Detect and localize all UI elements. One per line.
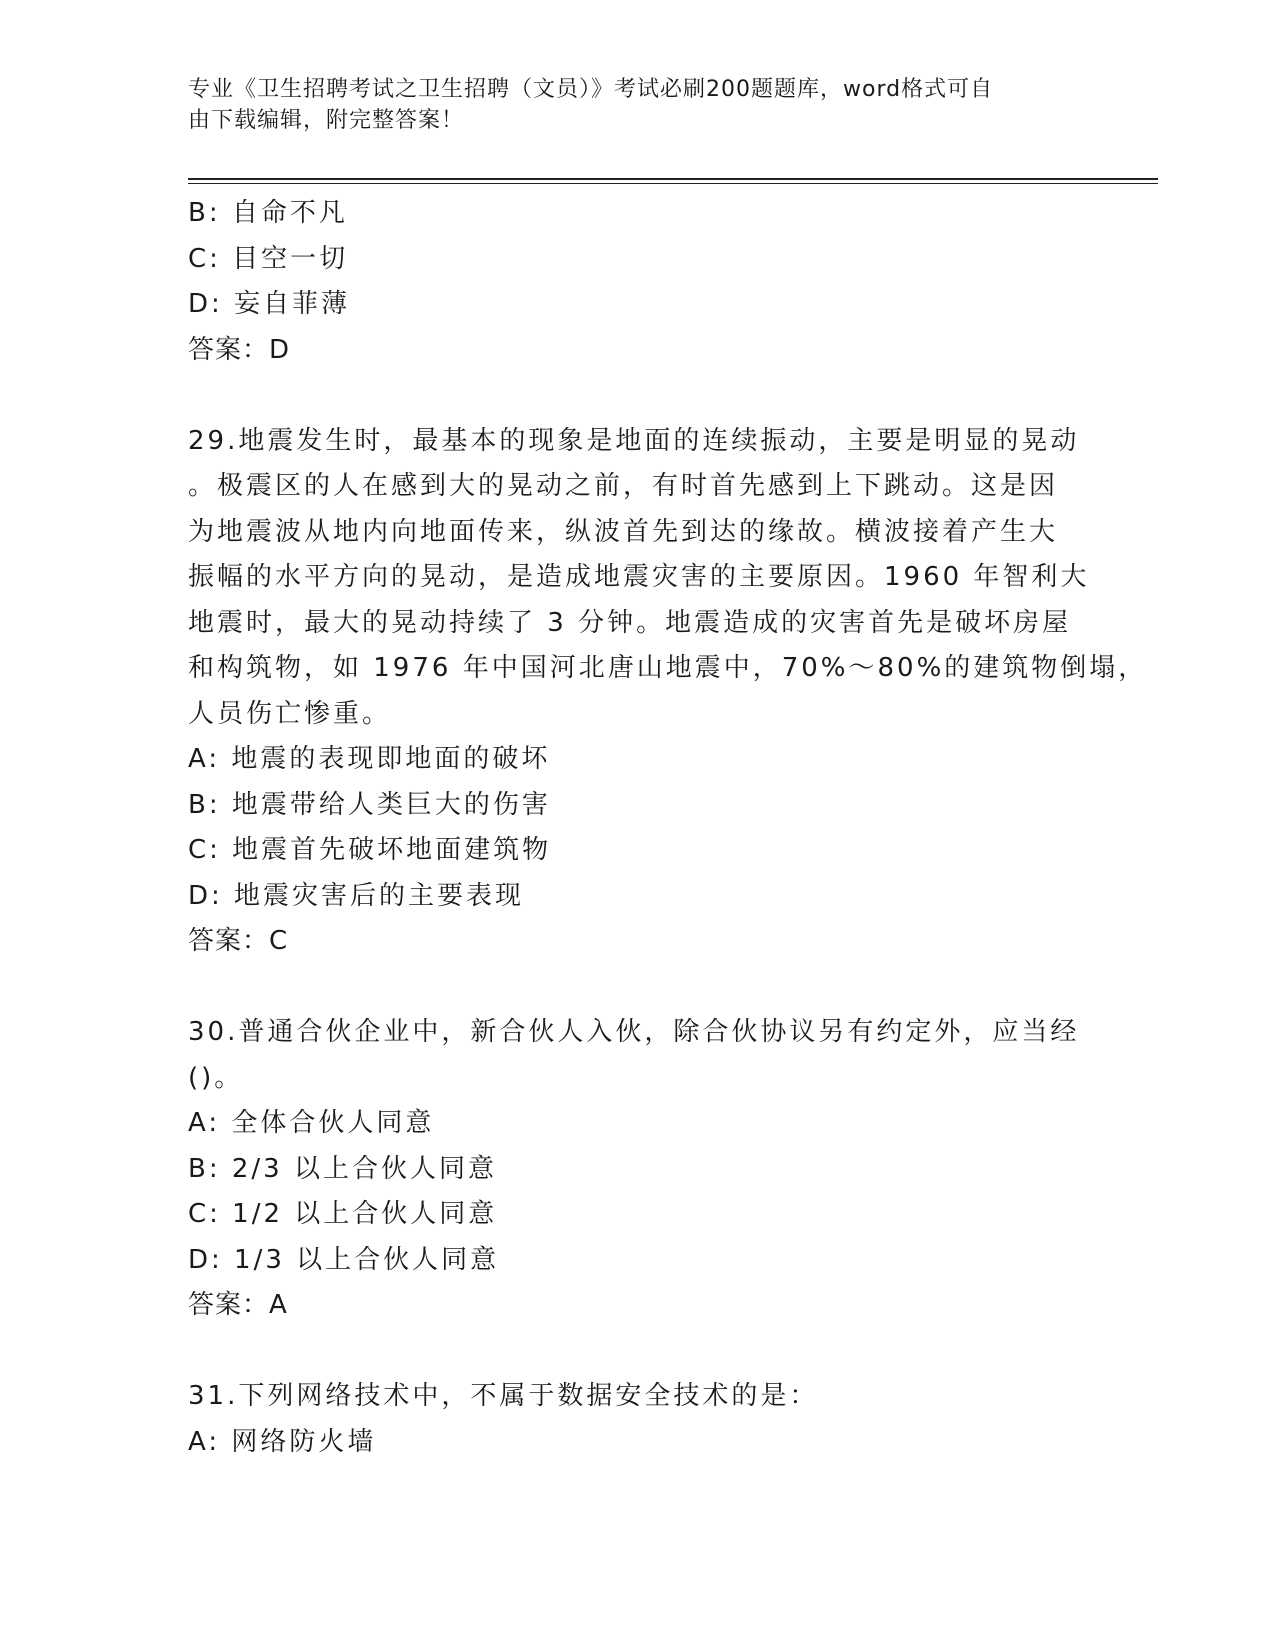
option-d: D: 地震灾害后的主要表现 <box>188 880 525 911</box>
spacer <box>188 373 1088 419</box>
answer-line: 答案：D <box>188 334 291 365</box>
option-a: A: 全体合伙人同意 <box>188 1108 435 1138</box>
option-b: B: 2/3 以上合伙人同意 <box>188 1153 497 1184</box>
option-d: D: 妄自菲薄 <box>188 289 351 319</box>
question-text-line: 人员伤亡惨重。 <box>188 698 392 729</box>
question-28 <box>188 191 1088 373</box>
option-a: A: 地震的表现即地面的破坏 <box>188 744 551 774</box>
option-a: A: 网络防火墙 <box>188 1426 377 1457</box>
document-header <box>188 74 1088 136</box>
question-text-line: ()。 <box>188 1062 244 1093</box>
header-rule-thick <box>188 178 1158 180</box>
header-line-1: 专业《卫生招聘考试之卫生招聘（文员）》考试必刷200题题库，word格式可自 <box>188 77 994 102</box>
spacer <box>188 965 1088 1011</box>
question-text-line: 31.下列网络技术中，不属于数据安全技术的是： <box>188 1381 819 1411</box>
question-text-line: 和构筑物，如 1976 年中国河北唐山地震中，70%～80%的建筑物倒塌， <box>188 653 1148 683</box>
header-line-2: 由下载编辑，附完整答案！ <box>188 108 465 133</box>
question-31 <box>188 1374 1088 1465</box>
option-b: B: 自命不凡 <box>188 198 348 228</box>
question-text-line: 为地震波从地内向地面传来，纵波首先到达的缘故。横波接着产生大 <box>188 516 1059 547</box>
question-text-line: 地震时，最大的晃动持续了 3 分钟。地震造成的灾害首先是破坏房屋 <box>188 607 1072 638</box>
question-29 <box>188 419 1148 965</box>
answer-line: 答案：C <box>188 926 289 956</box>
spacer <box>188 1329 1088 1375</box>
question-text-line: 29.地震发生时，最基本的现象是地面的连续振动，主要是明显的晃动 <box>188 425 1080 456</box>
question-30 <box>188 1010 1088 1329</box>
option-c: C: 地震首先破坏地面建筑物 <box>188 835 552 865</box>
question-text-line: 。极震区的人在感到大的晃动之前，有时首先感到上下跳动。这是因 <box>188 471 1059 501</box>
option-c: C: 1/2 以上合伙人同意 <box>188 1199 498 1229</box>
question-text-line: 30.普通合伙企业中，新合伙人入伙，除合伙协议另有约定外，应当经 <box>188 1017 1080 1047</box>
header-rule-thin <box>188 183 1158 184</box>
question-content <box>188 191 1148 1465</box>
option-b: B: 地震带给人类巨大的伤害 <box>188 789 551 820</box>
option-d: D: 1/3 以上合伙人同意 <box>188 1244 500 1275</box>
answer-line: 答案：A <box>188 1290 288 1320</box>
option-c: C: 目空一切 <box>188 243 349 274</box>
question-text-line: 振幅的水平方向的晃动，是造成地震灾害的主要原因。1960 年智利大 <box>188 562 1090 592</box>
